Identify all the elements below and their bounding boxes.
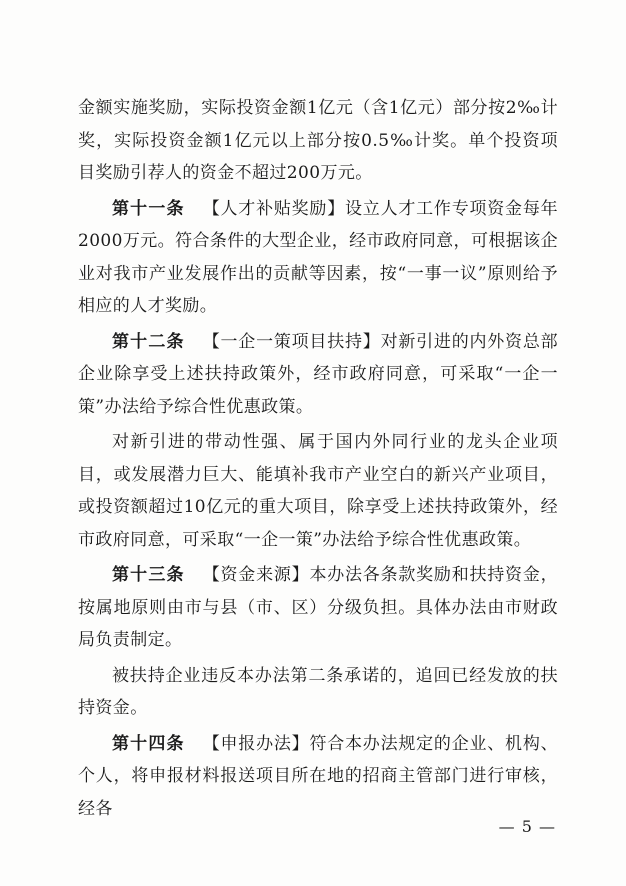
paragraph-article-12 bbox=[78, 326, 558, 424]
paragraph-article-14 bbox=[78, 728, 558, 826]
paragraph-article-11 bbox=[78, 193, 558, 323]
paragraph-article-13 bbox=[78, 559, 558, 657]
paragraph-1 bbox=[78, 92, 558, 190]
paragraph-text: 本办法各条款奖励和扶持资金，按属地原则由市与县（市、区）分级负担。具体办法由市财政局负责制定。 bbox=[78, 565, 559, 650]
article-number: 第十一条 bbox=[112, 198, 185, 219]
page-number: — 5 — bbox=[498, 817, 556, 836]
paragraph-text: 金额实施奖励，实际投资金额1亿元（含1亿元）部分按2‰计奖，实际投资金额1亿元以上部分按0.5‰计奖。单个投资项目奖励引荐人的资金不超过200万元。 bbox=[78, 98, 558, 183]
article-title: 【一企一策项目扶持】 bbox=[202, 331, 381, 352]
article-number: 第十三条 bbox=[112, 565, 185, 585]
article-number: 第十二条 bbox=[112, 331, 185, 352]
document-body bbox=[78, 92, 558, 825]
paragraph-text: 符合本办法规定的企业、机构、个人，将申报材料报送项目所在地的招商主管部门进行审核，经各 bbox=[78, 733, 559, 819]
paragraph-text: 对新引进的内外资总部企业除享受上述扶持政策外，经市政府同意，可采取“一企一策”办法给予综合性优惠政策。 bbox=[78, 331, 559, 417]
article-title: 【人才补贴奖励】 bbox=[202, 198, 345, 219]
article-number: 第十四条 bbox=[112, 733, 185, 754]
paragraph-text: 对新引进的带动性强、属于国内外同行业的龙头企业项目，或发展潜力巨大、能填补我市产业空白的新兴产业项目，或投资额超过10亿元的重大项目，除享受上述扶持政策外，经市政府同意，可采取“一企一策”办法给予综合性优惠政策。 bbox=[78, 432, 558, 550]
paragraph-text: 被扶持企业违反本办法第二条承诺的，追回已经发放的扶持资金。 bbox=[78, 665, 558, 718]
paragraph-6 bbox=[78, 660, 558, 725]
paragraph-4 bbox=[78, 426, 558, 556]
article-title: 【申报办法】 bbox=[202, 733, 310, 754]
paragraph-text: 设立人才工作专项资金每年2000万元。符合条件的大型企业，经市政府同意，可根据该企业对我市产业发展作出的贡献等因素，按“一事一议”原则给予相应的人才奖励。 bbox=[78, 198, 558, 316]
article-title: 【资金来源】 bbox=[202, 565, 310, 585]
